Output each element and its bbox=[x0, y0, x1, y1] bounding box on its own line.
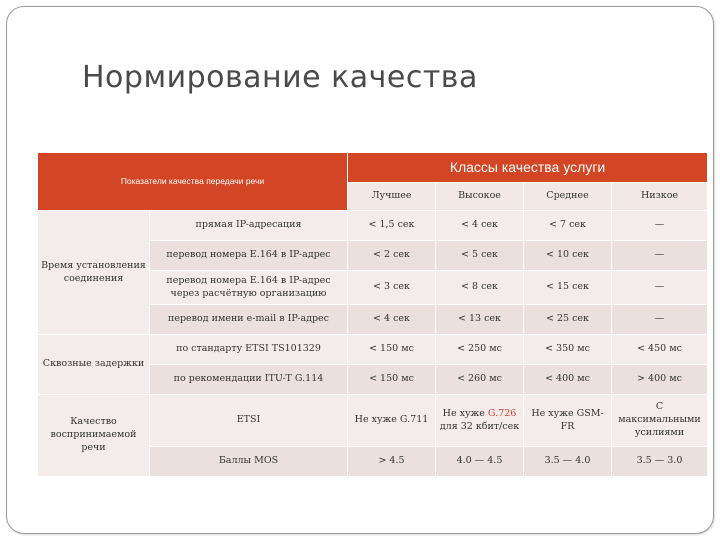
cell-low: > 400 мс bbox=[612, 365, 708, 395]
quality-table bbox=[37, 152, 708, 477]
row-label: по рекомендации ITU-T G.114 bbox=[150, 365, 348, 395]
cell-medium: < 15 сек bbox=[524, 271, 612, 305]
class-high: Высокое bbox=[436, 183, 524, 211]
cell-high: < 8 сек bbox=[436, 271, 524, 305]
category-setup-time: Время установления соединения bbox=[38, 211, 150, 335]
cell-best: < 3 сек bbox=[348, 271, 436, 305]
cell-best: > 4.5 bbox=[348, 447, 436, 477]
table-row bbox=[38, 335, 708, 365]
cell-high: 4.0 — 4.5 bbox=[436, 447, 524, 477]
etsi-high-prefix: Не хуже bbox=[442, 407, 488, 419]
cell-medium: < 400 мс bbox=[524, 365, 612, 395]
cell-best: < 4 сек bbox=[348, 305, 436, 335]
cell-high: < 4 сек bbox=[436, 211, 524, 241]
cell-medium: < 7 сек bbox=[524, 211, 612, 241]
slide-title: Нормирование качества bbox=[82, 60, 478, 95]
cell-low: — bbox=[612, 211, 708, 241]
cell-medium: < 25 сек bbox=[524, 305, 612, 335]
cell-medium: Не хуже GSM-FR bbox=[524, 395, 612, 447]
cell-best: < 2 сек bbox=[348, 241, 436, 271]
row-label: прямая IP-адресация bbox=[150, 211, 348, 241]
row-label: ETSI bbox=[150, 395, 348, 447]
cell-low: — bbox=[612, 241, 708, 271]
cell-high: < 13 сек bbox=[436, 305, 524, 335]
cell-low: — bbox=[612, 305, 708, 335]
class-medium: Среднее bbox=[524, 183, 612, 211]
cell-medium: 3.5 — 4.0 bbox=[524, 447, 612, 477]
cell-best: < 150 мс bbox=[348, 365, 436, 395]
header-classes: Классы качества услуги bbox=[348, 153, 708, 183]
cell-best: Не хуже G.711 bbox=[348, 395, 436, 447]
cell-low: 3.5 — 3.0 bbox=[612, 447, 708, 477]
cell-low: — bbox=[612, 271, 708, 305]
table-row bbox=[38, 211, 708, 241]
class-best: Лучшее bbox=[348, 183, 436, 211]
row-label: перевод номера E.164 в IP-адрес через расчётную организацию bbox=[150, 271, 348, 305]
etsi-high-suffix: для 32 кбит/сек bbox=[439, 420, 520, 432]
class-low: Низкое bbox=[612, 183, 708, 211]
row-label: перевод номера E.164 в IP-адрес bbox=[150, 241, 348, 271]
cell-best: < 150 мс bbox=[348, 335, 436, 365]
row-label: перевод имени e-mail в IP-адрес bbox=[150, 305, 348, 335]
table-row bbox=[38, 395, 708, 447]
header-indicators: Показатели качества передачи речи bbox=[38, 153, 348, 211]
cell-low: < 450 мс bbox=[612, 335, 708, 365]
cell-high: < 5 сек bbox=[436, 241, 524, 271]
cell-high: < 250 мс bbox=[436, 335, 524, 365]
cell-medium: < 350 мс bbox=[524, 335, 612, 365]
row-label: Баллы MOS bbox=[150, 447, 348, 477]
cell-high: < 260 мс bbox=[436, 365, 524, 395]
cell-medium: < 10 сек bbox=[524, 241, 612, 271]
cell-low: С максимальными усилиями bbox=[612, 395, 708, 447]
category-end-to-end-delay: Сквозные задержки bbox=[38, 335, 150, 395]
codec-link[interactable]: G.726 bbox=[487, 407, 517, 419]
row-label: по стандарту ETSI TS101329 bbox=[150, 335, 348, 365]
category-speech-quality: Качество воспринимаемой речи bbox=[38, 395, 150, 477]
cell-high bbox=[436, 395, 524, 447]
cell-best: < 1,5 сек bbox=[348, 211, 436, 241]
